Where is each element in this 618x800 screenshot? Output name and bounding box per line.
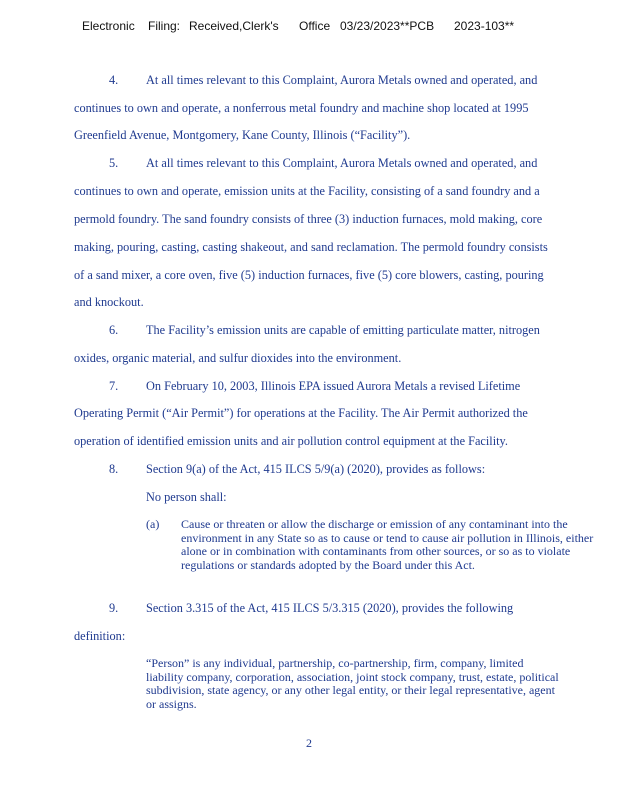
paragraph-line: continues to own and operate, emission units at the Facility, consisting of a sand foundry and a [74,184,540,198]
paragraph-line: definition: [74,629,126,643]
paragraph-number: 6. [109,323,119,337]
paragraph-line: The Facility’s emission units are capable of emitting particulate matter, nitrogen [146,323,540,337]
header-filing: Filing: [148,19,181,33]
header-received: Received,Clerk's [189,19,279,33]
paragraph-line: Section 9(a) of the Act, 415 ILCS 5/9(a) (2020), provides as follows: [146,462,486,476]
paragraph-line: and knockout. [74,295,144,309]
header-office: Office [299,19,331,33]
page-number: 2 [306,736,312,750]
block-quote: Cause or threaten or allow the discharge or emission of any contaminant into the environment in any State so as to cause or tend to cause air pollution in Illinois, either alone or in combination with contaminants from other sources, or so as to violate regulations or standards adopted by the Board under this Act. [181,517,594,572]
paragraph-line: At all times relevant to this Complaint, Aurora Metals owned and operated, and [146,73,538,87]
paragraph-line: continues to own and operate, a nonferrous metal foundry and machine shop located at 1995 [74,101,529,115]
header-date: 03/23/2023**PCB [340,19,435,33]
header-case: 2023-103** [454,19,515,33]
paragraph-line: permold foundry. The sand foundry consists of three (3) induction furnaces, mold making, core [74,212,543,226]
paragraph-line: operation of identified emission units and air pollution control equipment at the Facility. [74,434,508,448]
paragraph-line: Operating Permit (“Air Permit”) for operations at the Facility. The Air Permit authorized the [74,406,528,420]
paragraph-number: 9. [109,601,119,615]
paragraph-line: making, pouring, casting, casting shakeout, and sand reclamation. The permold foundry consists [74,240,548,254]
paragraph-line: At all times relevant to this Complaint, Aurora Metals owned and operated, and [146,156,538,170]
paragraph-line: oxides, organic material, and sulfur dioxides into the environment. [74,351,402,365]
paragraph-number: 8. [109,462,119,476]
paragraph-line: On February 10, 2003, Illinois EPA issued Aurora Metals a revised Lifetime [146,379,521,393]
paragraph-line: of a sand mixer, a core oven, five (5) induction furnaces, five (5) core blowers, casting, pouring [74,268,544,282]
block-quote: “Person” is any individual, partnership, co-partnership, firm, company, limited liability company, corporation, association, joint stock company, trust, estate, political subdivision, state agency, or any other legal entity, or their legal representative, agent or assigns. [146,656,559,711]
header-electronic: Electronic [82,19,135,33]
paragraph-number: 5. [109,156,119,170]
filing-header [82,19,602,35]
paragraph-line: Section 3.315 of the Act, 415 ILCS 5/3.315 (2020), provides the following [146,601,514,615]
paragraph-number: 7. [109,379,119,393]
item-label: (a) [146,517,160,531]
paragraph-number: 4. [109,73,119,87]
paragraph-line: Greenfield Avenue, Montgomery, Kane County, Illinois (“Facility”). [74,128,411,142]
quote-intro: No person shall: [146,490,227,504]
